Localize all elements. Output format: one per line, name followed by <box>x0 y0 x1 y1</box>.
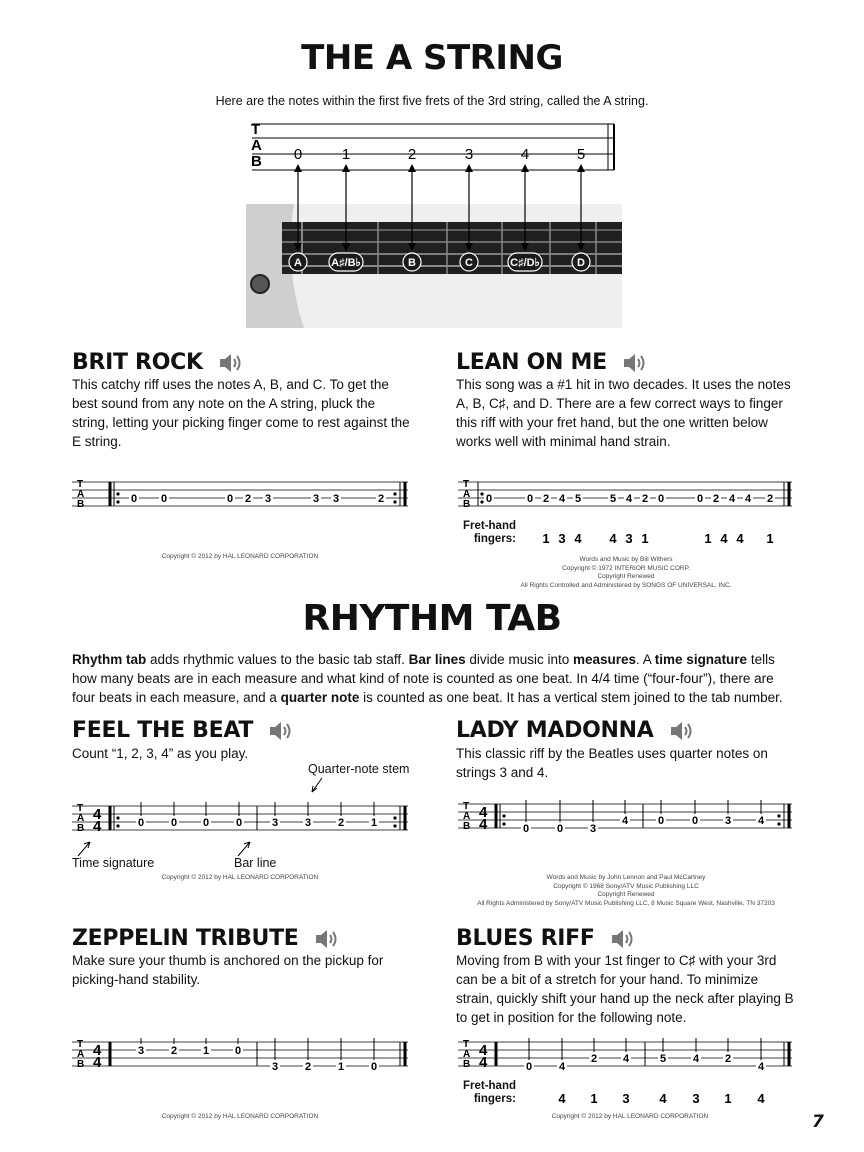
time-signature-top: 4 <box>479 804 488 821</box>
diagram-tab-staff <box>252 124 614 170</box>
brit-rock-copyright: Copyright © 2012 by HAL LEONARD CORPORATION <box>161 553 319 560</box>
blues-riff-copyright: Copyright © 2012 by HAL LEONARD CORPORATION <box>551 1113 709 1120</box>
tab-number: 3 <box>304 817 312 829</box>
note-label: D <box>577 257 585 269</box>
audio-speaker-icon[interactable] <box>218 352 242 374</box>
arrow-bar-line-icon <box>236 838 256 858</box>
fret-number: 3 <box>464 146 474 163</box>
note-label: A♯/B♭ <box>331 257 361 269</box>
tab-number: 4 <box>728 493 736 505</box>
tab-number: 3 <box>589 823 597 835</box>
diagram-tab-clef <box>251 121 262 170</box>
tab-number: 3 <box>137 1045 145 1057</box>
tab-number: 2 <box>712 493 720 505</box>
label-quarter-note-stem: Quarter-note stem <box>308 762 410 776</box>
blues-riff-heading <box>456 926 634 951</box>
tab-number: 1 <box>202 1045 210 1057</box>
finger-number: 1 <box>724 1091 732 1106</box>
tab-number: 0 <box>235 817 243 829</box>
tab-number: 5 <box>574 493 582 505</box>
tab-number: 3 <box>271 1061 279 1073</box>
finger-number: 3 <box>558 531 566 546</box>
tab-number: 0 <box>137 817 145 829</box>
finger-number: 1 <box>590 1091 598 1106</box>
note-label: B <box>408 257 416 269</box>
tab-clef-letter: T <box>77 803 84 814</box>
blues-riff-fingers-label: Fret-hand fingers: <box>462 1080 516 1105</box>
brit-rock-heading <box>72 350 242 375</box>
lean-on-me-text: This song was a #1 hit in two decades. It uses the notes A, B, C♯, and D. There are a few correct ways to finger this riff with your fret hand, but the one written below works well with minimal hand strain. <box>456 377 791 449</box>
page-number: 7 <box>812 1112 824 1132</box>
finger-number: 4 <box>757 1091 765 1106</box>
tab-number: 0 <box>657 815 665 827</box>
tab-number: 4 <box>744 493 752 505</box>
tab-clef-letter: B <box>77 499 85 510</box>
tab-clef-letter: A <box>463 811 471 822</box>
tab-number: 4 <box>625 493 633 505</box>
time-signature-bottom: 4 <box>93 818 102 835</box>
tab-number: 1 <box>370 817 378 829</box>
tab-number: 3 <box>332 493 340 505</box>
time-signature-bottom: 4 <box>479 816 488 833</box>
finger-number: 1 <box>542 531 550 546</box>
finger-number: 4 <box>609 531 617 546</box>
tab-number: 2 <box>542 493 550 505</box>
lean-on-me-tab <box>456 478 796 520</box>
intro-text: Here are the notes within the first five frets of the 3rd string, called the A string. <box>215 94 649 108</box>
lady-madonna-tab <box>456 800 796 842</box>
tab-number: 0 <box>370 1061 378 1073</box>
tab-clef-letter: T <box>463 479 470 490</box>
zeppelin-tab <box>70 1038 410 1080</box>
tab-number: 0 <box>130 493 138 505</box>
note-label: A <box>294 257 302 269</box>
finger-number: 4 <box>574 531 582 546</box>
fret-number: 0 <box>293 146 303 163</box>
tab-number: 0 <box>485 493 493 505</box>
tab-clef-letter: A <box>77 1049 85 1060</box>
feel-the-beat-heading <box>72 718 292 743</box>
tab-number: 0 <box>525 1061 533 1073</box>
finger-number: 1 <box>766 531 774 546</box>
tab-letter-t: T <box>251 121 261 138</box>
tab-number: 0 <box>522 823 530 835</box>
blues-riff-text: Moving from B with your 1st finger to C♯ with your 3rd can be a bit of a stretch for your hand. To minimize strain, quickly shift your hand up the neck after playing B to get in position for the following note. <box>456 953 794 1025</box>
tab-number: 5 <box>659 1053 667 1065</box>
lady-madonna-heading <box>456 718 693 743</box>
tab-number: 1 <box>337 1061 345 1073</box>
feel-the-beat-copyright: Copyright © 2012 by HAL LEONARD CORPORATION <box>161 874 319 881</box>
brit-rock-tab <box>70 478 410 520</box>
tab-number: 2 <box>337 817 345 829</box>
arrow-time-sig-icon <box>76 838 96 858</box>
finger-number: 1 <box>704 531 712 546</box>
fretboard-diagram <box>244 118 624 330</box>
tab-number: 4 <box>622 1053 630 1065</box>
lady-madonna-title: LADY MADONNA <box>456 718 654 743</box>
feel-the-beat-text: Count “1, 2, 3, 4” as you play. <box>72 746 249 761</box>
tab-number: 3 <box>264 493 272 505</box>
label-time-signature: Time signature <box>72 856 155 870</box>
tab-number: 2 <box>244 493 252 505</box>
tab-number: 0 <box>226 493 234 505</box>
finger-number: 4 <box>736 531 744 546</box>
finger-number: 3 <box>622 1091 630 1106</box>
tab-number: 0 <box>657 493 665 505</box>
tab-number: 2 <box>170 1045 178 1057</box>
time-signature-bottom: 4 <box>93 1054 102 1071</box>
tab-number: 0 <box>556 823 564 835</box>
tab-number: 0 <box>170 817 178 829</box>
tab-clef-letter: A <box>77 489 85 500</box>
arrow-stem-icon <box>308 776 328 796</box>
tab-clef-letter: T <box>463 801 470 812</box>
zeppelin-title: ZEPPELIN TRIBUTE <box>72 926 299 951</box>
lean-on-me-title: LEAN ON ME <box>456 350 607 375</box>
time-signature-top: 4 <box>93 1042 102 1059</box>
brit-rock-title: BRIT ROCK <box>72 350 203 375</box>
finger-number: 4 <box>659 1091 667 1106</box>
audio-speaker-icon[interactable] <box>268 720 292 742</box>
tab-number: 0 <box>202 817 210 829</box>
zeppelin-copyright: Copyright © 2012 by HAL LEONARD CORPORATION <box>161 1113 319 1120</box>
tab-number: 3 <box>312 493 320 505</box>
tab-number: 2 <box>377 493 385 505</box>
tab-number: 2 <box>641 493 649 505</box>
time-signature-bottom: 4 <box>479 1054 488 1071</box>
tab-number: 0 <box>234 1045 242 1057</box>
section-title-rhythm-tab: RHYTHM TAB <box>302 598 562 639</box>
tab-number: 0 <box>526 493 534 505</box>
finger-number: 4 <box>558 1091 566 1106</box>
tab-letter-b: B <box>251 153 262 170</box>
zeppelin-text: Make sure your thumb is anchored on the pickup for picking-hand stability. <box>72 953 384 987</box>
audio-speaker-icon[interactable] <box>669 720 693 742</box>
audio-speaker-icon[interactable] <box>610 928 634 950</box>
finger-number: 4 <box>720 531 728 546</box>
lady-madonna-text: This classic riff by the Beatles uses quarter notes on strings 3 and 4. <box>456 746 768 780</box>
tab-number: 0 <box>160 493 168 505</box>
tab-number: 3 <box>271 817 279 829</box>
feel-the-beat-title: FEEL THE BEAT <box>72 718 254 743</box>
tab-clef-letter: B <box>77 1059 85 1070</box>
blues-riff-title: BLUES RIFF <box>456 926 595 951</box>
tab-number: 5 <box>609 493 617 505</box>
page-title: THE A STRING <box>301 38 563 78</box>
tab-clef-letter: B <box>77 823 85 834</box>
blues-riff-tab <box>456 1038 796 1080</box>
tab-number: 4 <box>757 815 765 827</box>
zeppelin-heading <box>72 926 338 951</box>
tab-clef-letter: T <box>463 1039 470 1050</box>
fret-number: 4 <box>520 146 530 163</box>
tab-number: 2 <box>590 1053 598 1065</box>
finger-number: 3 <box>692 1091 700 1106</box>
fret-number: 2 <box>407 146 417 163</box>
rhythm-intro-text: Rhythm tab adds rhythmic values to the basic tab staff. Bar lines divide music into measures. A time signature tells how many beats are in each measure and what kind of note is counted as one beat. In 4/4 time (“four-four”), there are four beats in each measure, and a quarter note is counted as one beat. It has a vertical stem joined to the tab number. <box>72 652 783 705</box>
label-bar-line: Bar line <box>234 856 277 870</box>
lean-on-me-heading <box>456 350 646 375</box>
tab-number: 4 <box>621 815 629 827</box>
tab-letter-a: A <box>251 137 262 154</box>
tab-number: 2 <box>766 493 774 505</box>
tab-clef-letter: A <box>463 1049 471 1060</box>
tab-clef-letter: A <box>463 489 471 500</box>
audio-speaker-icon[interactable] <box>622 352 646 374</box>
tab-number: 4 <box>757 1061 765 1073</box>
fret-number: 1 <box>341 146 351 163</box>
tab-clef-letter: B <box>463 821 471 832</box>
finger-number: 3 <box>625 531 633 546</box>
tab-number: 3 <box>724 815 732 827</box>
tab-clef-letter: B <box>463 499 471 510</box>
tab-number: 4 <box>558 1061 566 1073</box>
tab-number: 2 <box>304 1061 312 1073</box>
tab-clef-letter: T <box>77 479 84 490</box>
tab-number: 0 <box>696 493 704 505</box>
tab-number: 4 <box>692 1053 700 1065</box>
note-label: C♯/D♭ <box>510 257 540 269</box>
time-signature-top: 4 <box>93 806 102 823</box>
brit-rock-text: This catchy riff uses the notes A, B, and C. To get the best sound from any note on the A string, pluck the string, letting your picking finger come to rest against the E string. <box>72 377 410 449</box>
tab-clef-letter: B <box>463 1059 471 1070</box>
blues-riff-fingers <box>456 1088 796 1108</box>
tab-number: 4 <box>558 493 566 505</box>
tab-number: 0 <box>691 815 699 827</box>
tab-clef-letter: A <box>77 813 85 824</box>
finger-number: 1 <box>641 531 649 546</box>
fret-number: 5 <box>576 146 586 163</box>
lean-on-me-fingers <box>456 528 796 548</box>
audio-speaker-icon[interactable] <box>314 928 338 950</box>
lady-madonna-credits: Words and Music by John Lennon and Paul McCartney Copyright © 1968 Sony/ATV Music Publishing LLC Copyright Renewed All Rights Administered by Sony/ATV Music Publishing LLC, 8 Music Square West, Nashville, TN 37203 <box>477 874 775 907</box>
lean-on-me-fingers-label: Fret-hand fingers: <box>462 520 516 545</box>
tab-clef-letter: T <box>77 1039 84 1050</box>
time-signature-top: 4 <box>479 1042 488 1059</box>
tab-number: 2 <box>724 1053 732 1065</box>
note-label: C <box>465 257 473 269</box>
lean-on-me-credits: Words and Music by Bill Withers Copyright © 1972 INTERIOR MUSIC CORP. Copyright Renewed All Rights Controlled and Administered by SONGS OF UNIVERSAL, INC. <box>520 556 732 589</box>
